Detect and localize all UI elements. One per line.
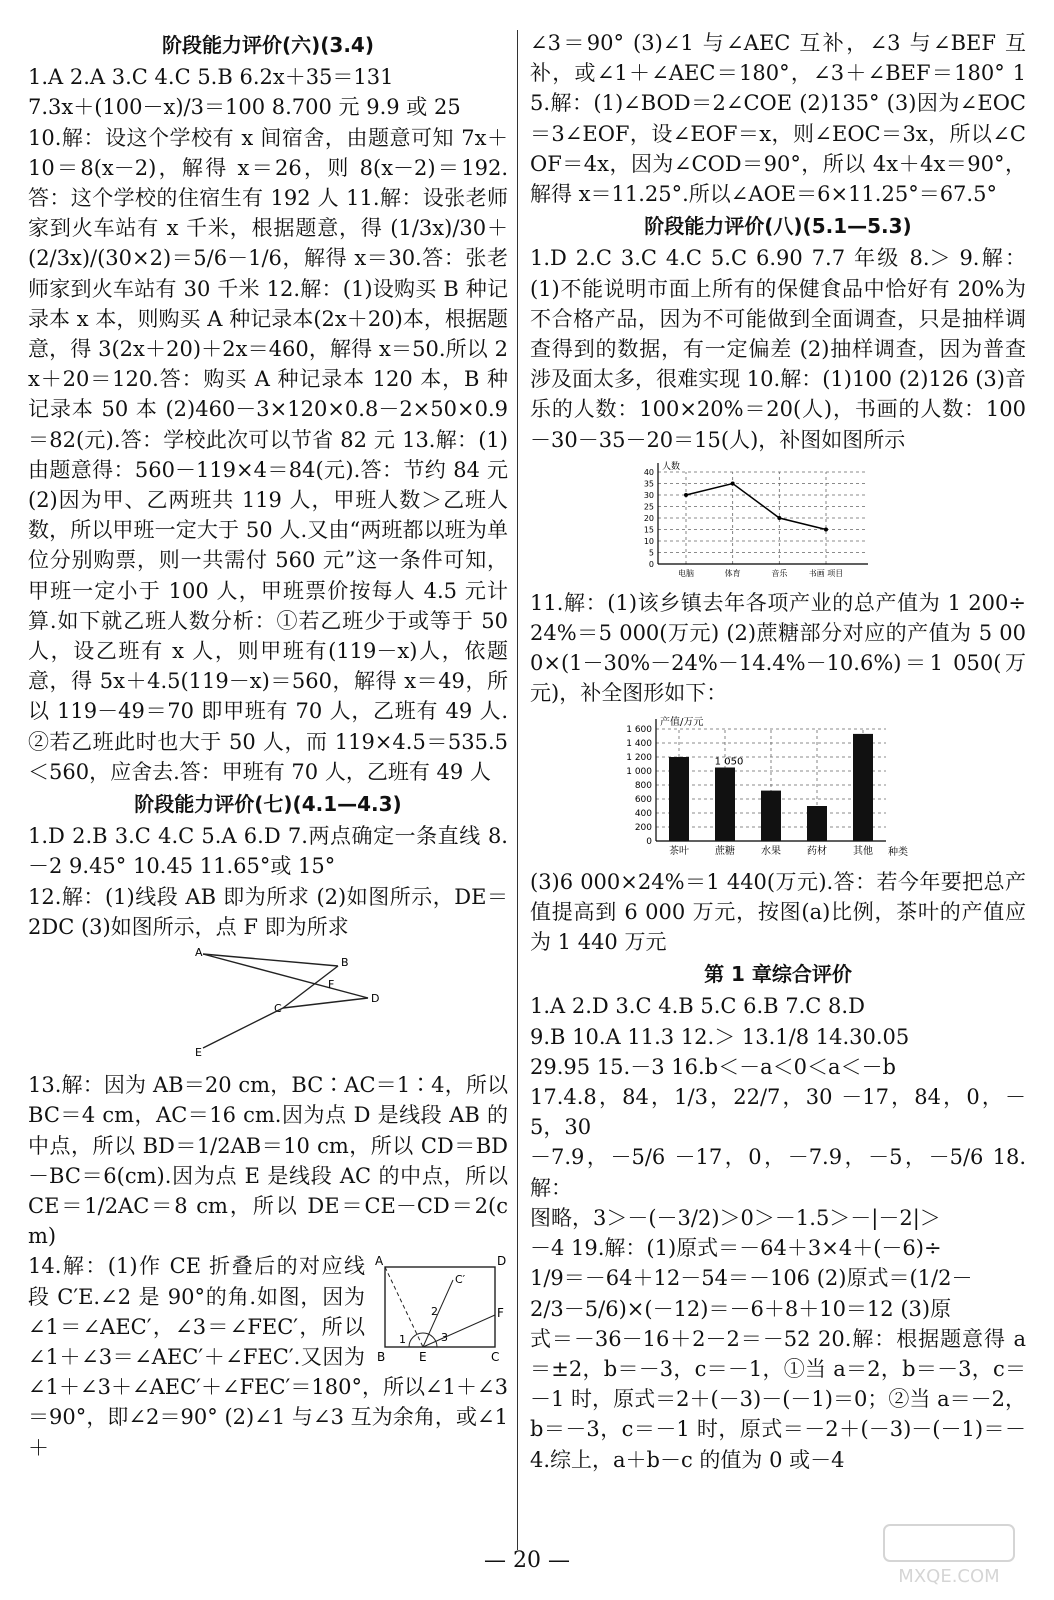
section-title-7: 阶段能力评价(七)(4.1—4.3) <box>134 792 402 817</box>
data-point <box>731 481 735 485</box>
y-tick-label: 400 <box>634 808 652 819</box>
y-tick-label: 5 <box>648 548 654 558</box>
y-tick-label: 0 <box>648 559 654 569</box>
y-tick-label: 20 <box>643 513 654 523</box>
figure-12-lines <box>28 946 508 1066</box>
x-tick-label: 体育 <box>724 568 741 578</box>
section-title-6: 阶段能力评价(六)(3.4) <box>162 33 374 57</box>
answer-line: 7.3x＋(100－x)/3＝100 8.700 元 9.9 或 25 <box>28 95 461 120</box>
right-column <box>530 28 1026 1475</box>
point-label: E <box>195 1046 202 1060</box>
watermark-text: MXQE.COM <box>898 1566 1000 1587</box>
answer-paragraph: 10.解：设这个学校有 x 间宿舍，由题意可知 7x＋10＝8(x－2)，解得 x＝26，则 8(x－2)＝192.答：这个学校的住宿生有 192 人 11.解：设张老师家到火车站有 x 千米，根据题意，得 (1/3x)/30＋(2/3x)/(30×2)＝5/6－1/6，解得 x＝30.答：张老师家到火车站有 30 千米 12.解：(1)设购买 B 种记录本 x 本，则购买 A 种记录本(2x＋20)本，根据题意，得 3(2x＋20)＋2x＝460，解得 x＝50.所以 2x＋20＝120.答：购买 A 种记录本 120 本，B 种记录本 50 本 (2)460－3×120×0.8－2×50×0.9＝82(元).答：学校此次可以节省 82 元 13.解：(1)由题意得：560－119×4＝84(元).答：节约 84 元 (2)因为甲、乙两班共 119 人，甲班人数＞乙班人数，所以甲班一定大于 50 人.又由“两班都以班为单位分别购票，则一共需付 560 元”这一条件可知，甲班一定小于 100 人，甲班票价按每人 4.5 元计算.如下就乙班人数分析：①若乙班少于或等于 50 人，设乙班有 x 人，则甲班有(119－x)人，依题意，得 5x＋4.5(119－x)＝560，解得 x＝49，所以 119－49＝70 即甲班有 70 人，乙班有 49 人.②若乙班此时也大于 50 人，而 119×4.5＝535.5＜560，应舍去.答：甲班有 70 人，乙班有 49 人 <box>28 125 508 784</box>
bar <box>715 767 735 841</box>
answer-line: 1.A 2.A 3.C 4.C 5.B 6.2x＋35＝131 <box>28 65 394 90</box>
y-tick-label: 1 400 <box>626 738 652 749</box>
y-tick-label: 35 <box>643 479 654 489</box>
point-label: E <box>419 1350 427 1365</box>
x-tick-label: 书画 项目 <box>808 568 844 578</box>
x-tick-label: 药材 <box>807 845 827 857</box>
line-chart-container <box>530 459 1026 584</box>
data-point <box>824 527 828 531</box>
x-tick-label: 音乐 <box>771 568 788 578</box>
answer-paragraph: ∠3＝90° (3)∠1 与∠AEC 互补，∠3 与∠BEF 互补，或∠1＋∠AEC＝180°，∠3＋∠BEF＝180° 15.解：(1)∠BOD＝2∠COE (2)135° (3)因为∠EOC＝3∠EOF，设∠EOF＝x，则∠EOC＝3x，所以∠COF＝4x，因为∠COD＝90°，所以 4x＋4x＝90°，解得 x＝11.25°.所以∠AOE＝6×11.25°＝67.5° <box>530 31 1026 207</box>
x-tick-label: 水果 <box>761 845 781 857</box>
answer-line: 1.A 2.D 3.C 4.B 5.C 6.B 7.C 8.D <box>530 994 865 1019</box>
answer-line: 2/3－5/6)×(－12)＝－6＋8＋10＝12 (3)原 <box>530 1296 952 1321</box>
bar-chart-container <box>530 713 1026 863</box>
section-title-8: 阶段能力评价(八)(5.1—5.3) <box>644 214 912 239</box>
answer-line: 9.B 10.A 11.3 12.＞ 13.1/8 14.30.05 <box>530 1024 910 1049</box>
page-number: — 20 — <box>484 1548 570 1573</box>
point-label: F <box>497 1306 504 1321</box>
x-tick-label: 茶叶 <box>669 845 689 857</box>
answer-paragraph: 13.解：因为 AB＝20 cm，BC∶AC＝1∶4，所以 BC＝4 cm，AC＝16 cm.因为点 D 是线段 AB 的中点，所以 BD＝1/2AB＝10 cm，所以 CD＝BD－BC＝6(cm).因为点 E 是线段 AC 的中点，所以 CE＝1/2AC＝8 cm，所以 DE＝CE－CD＝2(cm) <box>28 1073 508 1249</box>
point-label: B <box>341 956 349 970</box>
y-tick-label: 800 <box>634 780 652 791</box>
left-column <box>28 28 508 1463</box>
y-tick-label: 600 <box>634 794 652 805</box>
bar-chart <box>610 713 930 863</box>
answer-line: 1/9＝－64＋12－54＝－106 (2)原式＝(1/2－ <box>530 1266 973 1291</box>
answer-paragraph: 14.解：(1)作 CE 折叠后的对应线段 C′E.∠2 是 90°的角.如图，因为∠1＝∠AEC′，∠3＝∠FEC′，所以∠1＋∠3＝∠AEC′＋∠FEC′.又因为∠1＋∠3＋∠AEC′＋∠FEC′＝180°，所以∠1＋∠3＝90°，即∠2＝90° (2)∠1 与∠3 互为余角，或∠1＋ <box>28 1254 508 1460</box>
answer-line: 17.4.8，84，1/3，22/7，30 －17，84，0，－5，30 <box>530 1085 1026 1140</box>
point-label: D <box>371 992 380 1006</box>
y-tick-label: 15 <box>643 525 654 535</box>
point-label: C <box>491 1350 500 1365</box>
y-tick-label: 25 <box>643 502 654 512</box>
bar <box>853 734 873 841</box>
y-axis-label: 人数 <box>662 461 681 472</box>
data-point <box>777 516 781 520</box>
y-tick-label: 1 200 <box>626 752 652 763</box>
answer-paragraph: 1.D 2.C 3.C 4.C 5.C 6.90 7.7 年级 8.＞ 9.解：(1)不能说明市面上所有的保健食品中恰好有 20%为不合格产品，因为不可能做到全面调查，只是抽样调查得到的数据，有一定偏差 (2)抽样调查，因为普查涉及面太多，很难实现 10.解：(1)100 (2)126 (3)音乐的人数：100×20%＝20(人)，书画的人数：100－30－35－20＝15(人)，补图如图所示 <box>530 246 1026 452</box>
column-divider <box>517 30 518 1550</box>
point-label: C <box>274 1002 282 1016</box>
bar <box>807 806 827 841</box>
point-label: A <box>375 1255 384 1269</box>
answer-line: 1.D 2.B 3.C 4.C 5.A 6.D 7.两点确定一条直线 8.－2 9.45° 10.45 11.65°或 15° <box>28 824 508 879</box>
x-tick-label: 蔗糖 <box>715 845 735 857</box>
y-tick-label: 30 <box>643 490 654 500</box>
bar <box>669 757 689 841</box>
answer-line: 12.解：(1)线段 AB 即为所求 (2)如图所示，DE＝2DC (3)如图所示，点 F 即为所求 <box>28 884 508 939</box>
answer-line: －7.9，－5/6 －17，0，－7.9，－5，－5/6 18.解： <box>530 1145 1026 1200</box>
y-tick-label: 1 600 <box>626 724 652 735</box>
point-label: F <box>328 978 335 992</box>
answer-paragraph: 11.解：(1)该乡镇去年各项产业的总产值为 1 200÷24%＝5 000(万元) (2)蔗糖部分对应的产值为 5 000×(1－30%－24%－14.4%－10.6%)＝1 050(万元)，补全图形如下： <box>530 590 1026 706</box>
data-point <box>684 493 688 497</box>
y-axis-label: 产值/万元 <box>660 716 704 728</box>
answer-line: 29.95 15.－3 16.b＜－a＜0＜a＜－b <box>530 1054 896 1079</box>
angle-label: 1 <box>399 1333 406 1347</box>
y-tick-label: 40 <box>643 467 654 477</box>
point-label: D <box>497 1255 507 1269</box>
geometry-figure-12 <box>28 946 508 1066</box>
watermark-logo <box>874 1520 1024 1590</box>
angle-label: 3 <box>441 1331 448 1345</box>
x-tick-label: 电脑 <box>678 568 694 578</box>
point-label: B <box>377 1350 386 1365</box>
x-axis-label: 种类 <box>888 846 908 858</box>
answer-paragraph: 式＝－36－16＋2－2＝－52 20.解：根据题意得 a＝±2，b＝－3，c＝－1，①当 a＝2，b＝－3，c＝－1 时，原式＝2＋(－3)－(－1)＝0；②当 a＝－2，b＝－3，c＝－1 时，原式＝－2＋(－3)－(－1)＝－4.综上，a＋b－c 的值为 0 或－4 <box>530 1326 1026 1472</box>
y-tick-label: 0 <box>646 836 652 847</box>
y-tick-label: 10 <box>643 536 654 546</box>
bar <box>761 790 781 840</box>
data-label: 1 050 <box>714 756 744 768</box>
line-chart <box>630 459 890 584</box>
y-tick-label: 200 <box>634 822 652 833</box>
point-label: A <box>195 946 203 960</box>
geometry-figure-14 <box>373 1255 508 1367</box>
answer-line: －4 19.解：(1)原式＝－64＋3×4＋(－6)÷ <box>530 1236 942 1261</box>
y-tick-label: 1 000 <box>626 766 652 777</box>
answer-paragraph: (3)6 000×24%＝1 440(万元).答：若今年要把总产值提高到 6 000 万元，按图(a)比例，茶叶的产值应为 1 440 万元 <box>530 869 1026 955</box>
angle-label: 2 <box>431 1305 438 1319</box>
x-tick-label: 其他 <box>853 845 873 857</box>
answer-line: 图略，3＞－(－3/2)＞0＞－1.5＞－|－2|＞ <box>530 1205 941 1230</box>
chapter-title: 第 1 章综合评价 <box>704 962 852 987</box>
point-label: C′ <box>455 1273 466 1287</box>
